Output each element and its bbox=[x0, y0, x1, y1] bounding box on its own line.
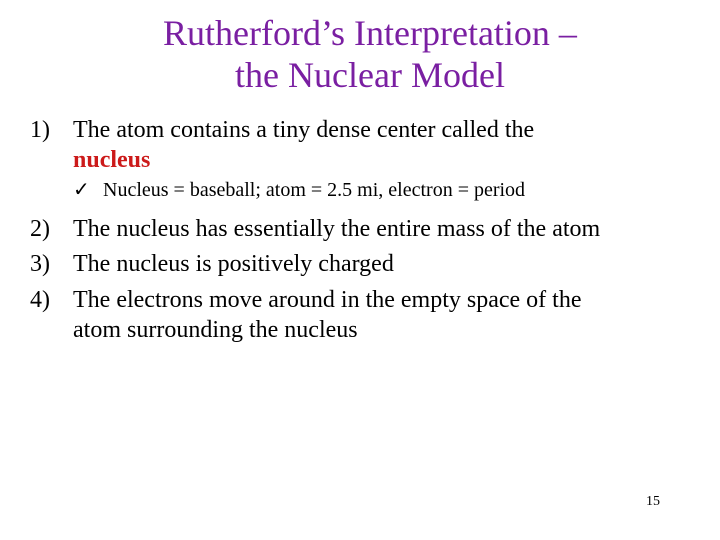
nucleus-emphasis: nucleus bbox=[73, 147, 151, 173]
list-item-text: The electrons move around in the empty space of the bbox=[73, 287, 582, 313]
list-item-text: atom surrounding the nucleus bbox=[73, 317, 358, 343]
list-item-1 bbox=[30, 115, 534, 175]
title-line-1: Rutherford’s Interpretation – bbox=[163, 13, 577, 53]
list-item-text: The atom contains a tiny dense center called the bbox=[73, 117, 535, 143]
list-number: 4) bbox=[30, 287, 50, 313]
slide-number: 15 bbox=[646, 494, 660, 509]
slide-title bbox=[60, 12, 680, 96]
checkmark-icon: ✓ bbox=[73, 179, 90, 201]
list-item-text: The nucleus is positively charged bbox=[73, 251, 394, 277]
list-number: 3) bbox=[30, 251, 50, 277]
list-number: 2) bbox=[30, 216, 50, 242]
list-item-3 bbox=[30, 249, 394, 279]
list-item-2 bbox=[30, 214, 600, 244]
list-item-4 bbox=[30, 285, 582, 345]
list-item-text: The nucleus has essentially the entire mass of the atom bbox=[73, 216, 601, 242]
list-number: 1) bbox=[30, 117, 50, 143]
sub-bullet bbox=[73, 177, 525, 203]
title-line-2: the Nuclear Model bbox=[235, 55, 505, 95]
sub-bullet-text: Nucleus = baseball; atom = 2.5 mi, electron = period bbox=[103, 179, 526, 201]
